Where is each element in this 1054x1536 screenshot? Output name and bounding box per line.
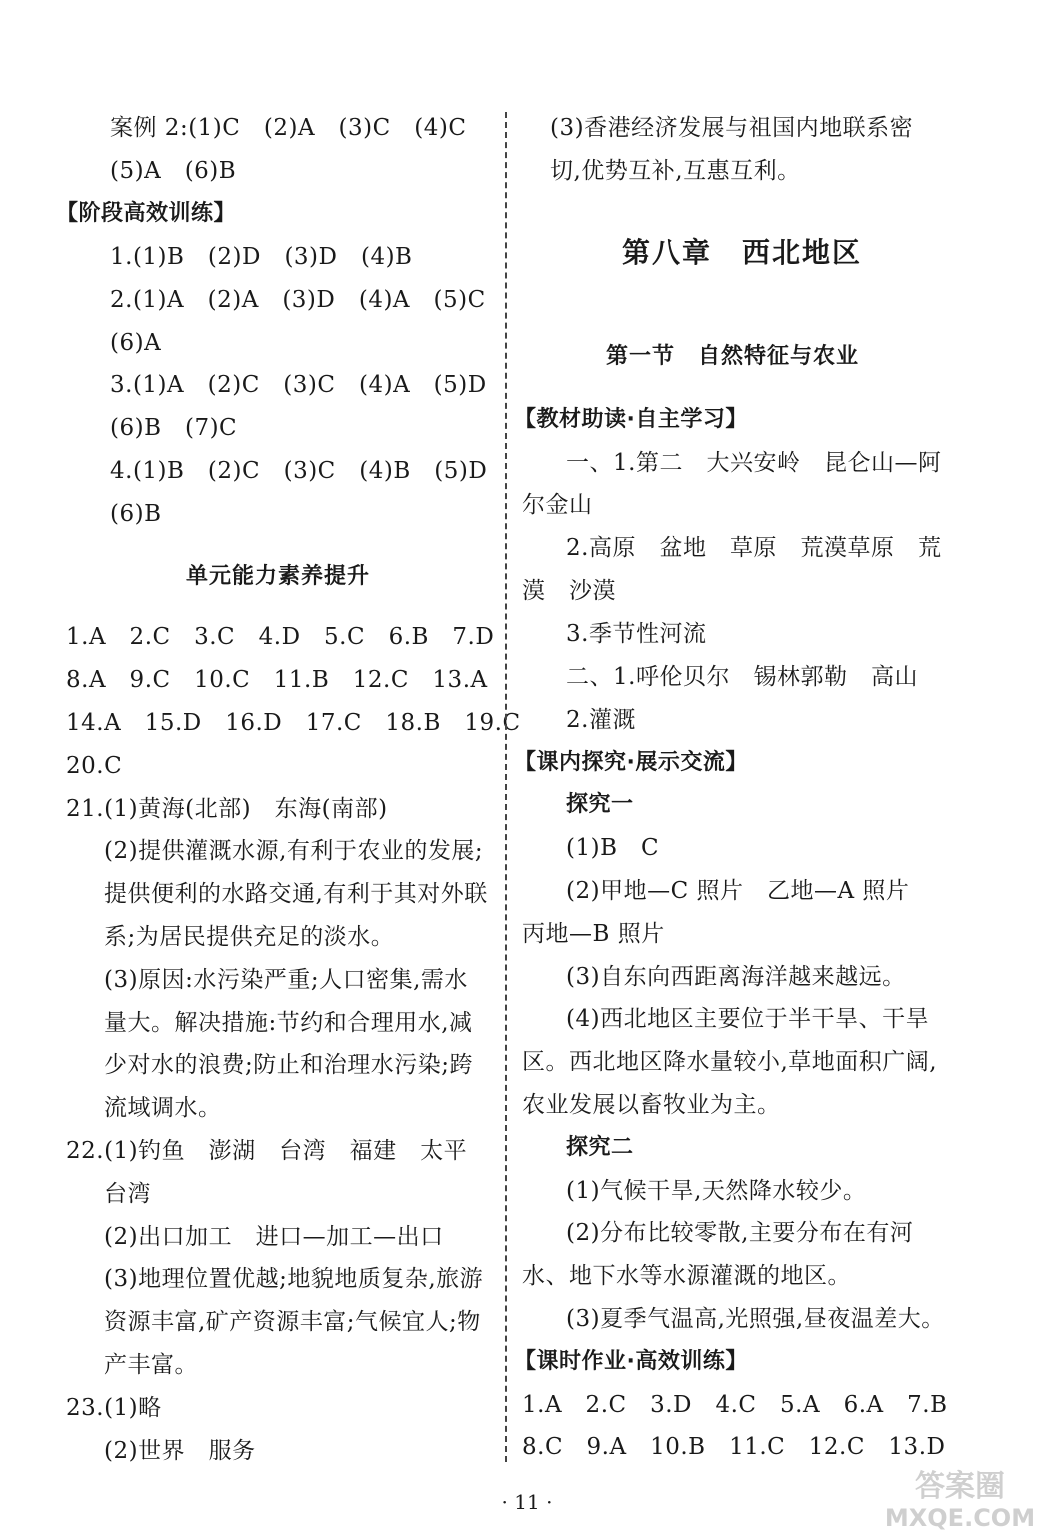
right-line: (3)香港经济发展与祖国内地联系密 [550, 115, 914, 141]
right-line: (3)夏季气温高,光照强,昼夜温差大。 [566, 1306, 945, 1332]
left-line: (2)出口加工 进口—加工—出口 [104, 1224, 444, 1250]
page-number: · 11 · [501, 1490, 553, 1514]
right-line: 一、1.第二 大兴安岭 昆仑山—阿 [566, 450, 942, 476]
right-line: 尔金山 [522, 492, 593, 518]
right-line: 【教材助读·自主学习】 [514, 407, 748, 432]
left-line: (3)原因:水污染严重;人口密集,需水 [104, 967, 468, 993]
left-line: 流域调水。 [104, 1095, 222, 1121]
left-line: 提供便利的水路交通,有利于其对外联 [104, 881, 488, 907]
right-line: 2.灌溉 [566, 707, 636, 733]
right-line: 切,优势互补,互惠互利。 [550, 158, 801, 184]
left-line: 少对水的浪费;防止和治理水污染;跨 [104, 1052, 473, 1078]
right-line: 漠 沙漠 [522, 578, 616, 604]
left-line: 案例 2:(1)C (2)A (3)C (4)C [110, 115, 467, 141]
right-line: 探究二 [566, 1135, 634, 1160]
right-line: 8.C 9.A 10.B 11.C 12.C 13.D [522, 1434, 946, 1460]
watermark-logo [880, 1460, 1040, 1534]
left-line: (3)地理位置优越;地貌地质复杂,旅游 [104, 1266, 484, 1292]
left-line: 22.(1)钓鱼 澎湖 台湾 福建 太平 [66, 1138, 468, 1164]
right-line: 1.A 2.C 3.D 4.C 5.A 6.A 7.B [522, 1392, 948, 1418]
left-line: 单元能力素养提升 [186, 564, 371, 589]
right-line: 3.季节性河流 [566, 621, 707, 647]
right-line: 第八章 西北地区 [622, 236, 863, 269]
left-line: (2)世界 服务 [104, 1438, 256, 1464]
left-line: 4.(1)B (2)C (3)C (4)B (5)D [110, 458, 488, 484]
left-line: (6)A [110, 330, 162, 356]
left-line: 8.A 9.C 10.C 11.B 12.C 13.A [66, 667, 488, 693]
right-line: 农业发展以畜牧业为主。 [522, 1092, 781, 1118]
left-line: 1.A 2.C 3.C 4.D 5.C 6.B 7.D [66, 624, 495, 650]
left-line: 产丰富。 [104, 1352, 198, 1378]
right-line: 探究一 [566, 792, 634, 817]
left-line: 系;为居民提供充足的淡水。 [104, 924, 395, 950]
left-line: (2)提供灌溉水源,有利于农业的发展; [104, 838, 484, 864]
right-line: (1)B C [566, 835, 660, 861]
column-divider [505, 112, 507, 1462]
left-line: (5)A (6)B [110, 158, 237, 184]
right-line: (2)分布比较零散,主要分布在有河 [566, 1220, 914, 1246]
left-line: 台湾 [104, 1181, 151, 1207]
right-line: (2)甲地—C 照片 乙地—A 照片 [566, 878, 910, 904]
watermark-url: MXQE.COM [884, 1504, 1036, 1532]
left-line: 量大。解决措施:节约和合理用水,减 [104, 1010, 473, 1036]
right-line: 2.高原 盆地 草原 荒漠草原 荒 [566, 535, 942, 561]
left-line: 21.(1)黄海(北部) 东海(南部) [66, 796, 388, 822]
left-line: 1.(1)B (2)D (3)D (4)B [110, 244, 413, 270]
right-line: 丙地—B 照片 [522, 921, 665, 947]
right-line: (1)气候干旱,天然降水较少。 [566, 1178, 867, 1204]
left-line: (6)B [110, 501, 162, 527]
left-line: 3.(1)A (2)C (3)C (4)A (5)D [110, 372, 487, 398]
left-line: 2.(1)A (2)A (3)D (4)A (5)C [110, 287, 486, 313]
watermark-title: 答案圈 [915, 1469, 1005, 1504]
right-line: 二、1.呼伦贝尔 锡林郭勒 高山 [566, 664, 918, 690]
right-line: 水、地下水等水源灌溉的地区。 [522, 1263, 851, 1289]
left-line: 资源丰富,矿产资源丰富;气候宜人;物 [104, 1309, 481, 1335]
right-line: 【课内探究·展示交流】 [514, 750, 748, 775]
right-line: (4)西北地区主要位于半干旱、干旱 [566, 1006, 930, 1032]
left-line: (6)B (7)C [110, 415, 238, 441]
right-line: 【课时作业·高效训练】 [514, 1349, 748, 1374]
right-line: 第一节 自然特征与农业 [606, 344, 860, 369]
right-line: (3)自东向西距离海洋越来越远。 [566, 964, 906, 990]
left-line: 14.A 15.D 16.D 17.C 18.B 19.C [66, 710, 521, 736]
right-line: 区。西北地区降水量较小,草地面积广阔, [522, 1049, 938, 1075]
left-line: 20.C [66, 753, 123, 779]
left-line: 【阶段高效训练】 [56, 201, 237, 226]
left-line: 23.(1)略 [66, 1395, 162, 1421]
